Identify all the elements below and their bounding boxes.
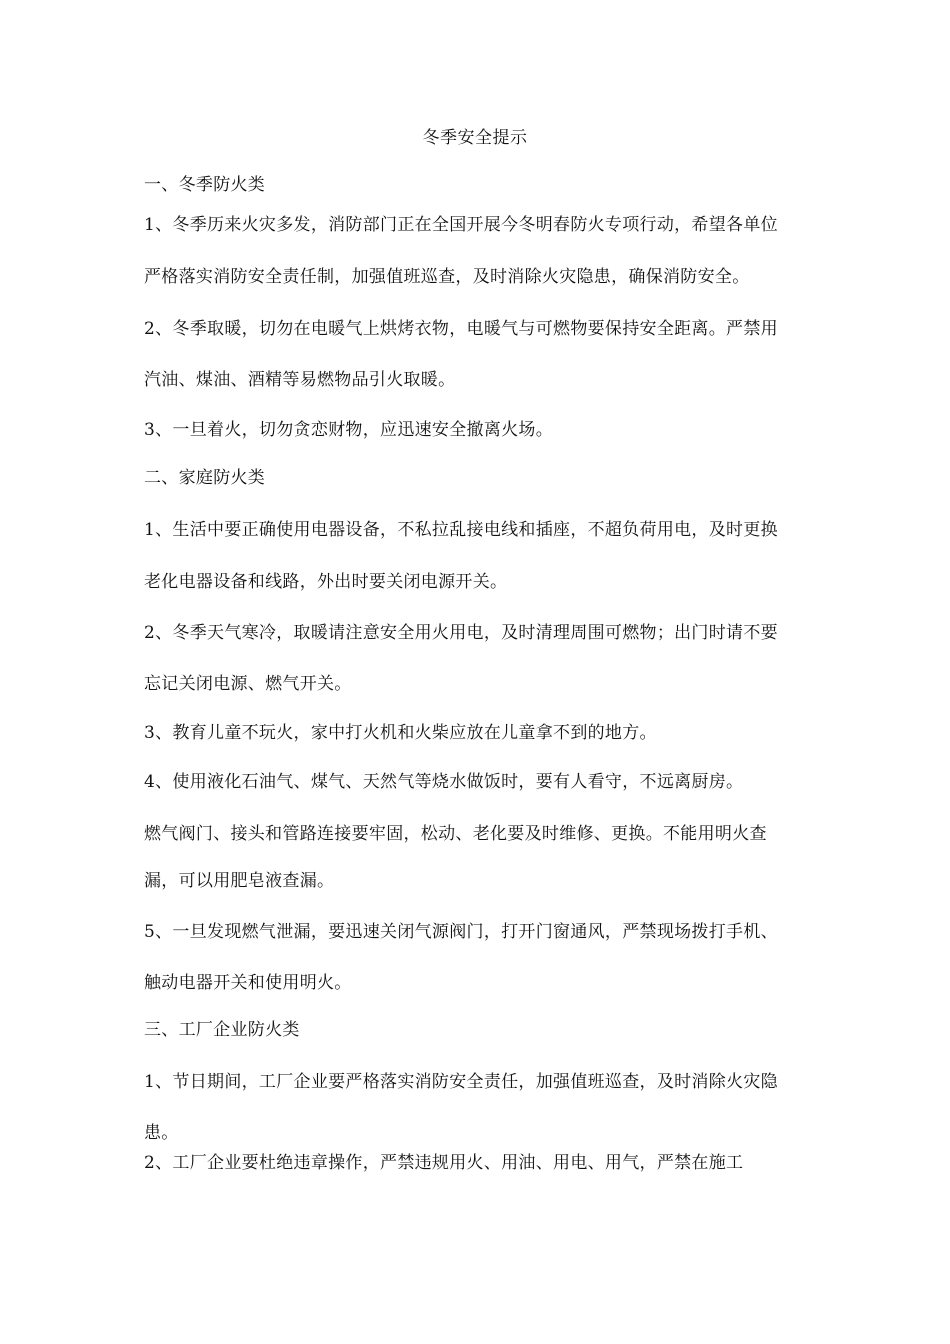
paragraph-line: 燃气阀门、接头和管路连接要牢固，松动、老化要及时维修、更换。不能用明火查 xyxy=(144,824,767,844)
section-heading: 三、工厂企业防火类 xyxy=(144,1020,300,1040)
paragraph-line: 1、生活中要正确使用电器设备，不私拉乱接电线和插座，不超负荷用电，及时更换 xyxy=(144,520,778,540)
document-title: 冬季安全提示 xyxy=(422,128,528,148)
paragraph-line: 5、一旦发现燃气泄漏，要迅速关闭气源阀门，打开门窗通风，严禁现场拨打手机、 xyxy=(144,922,778,942)
paragraph-line: 4、使用液化石油气、煤气、天然气等烧水做饭时，要有人看守，不远离厨房。 xyxy=(144,772,744,792)
paragraph-line: 2、工厂企业要杜绝违章操作，严禁违规用火、用油、用电、用气，严禁在施工 xyxy=(144,1153,744,1173)
paragraph-line: 2、冬季天气寒冷，取暖请注意安全用火用电，及时清理周围可燃物；出门时请不要 xyxy=(144,623,778,643)
paragraph-line: 老化电器设备和线路，外出时要关闭电源开关。 xyxy=(144,572,508,592)
section-heading: 二、家庭防火类 xyxy=(144,468,266,488)
paragraph-line: 触动电器开关和使用明火。 xyxy=(144,973,352,993)
paragraph-line: 3、一旦着火，切勿贪恋财物，应迅速安全撤离火场。 xyxy=(144,420,554,440)
paragraph-line: 2、冬季取暖，切勿在电暖气上烘烤衣物，电暖气与可燃物要保持安全距离。严禁用 xyxy=(144,319,778,339)
paragraph-line: 忘记关闭电源、燃气开关。 xyxy=(144,674,352,694)
paragraph-line: 患。 xyxy=(144,1123,179,1143)
section-heading: 一、冬季防火类 xyxy=(144,175,266,195)
paragraph-line: 漏，可以用肥皂液查漏。 xyxy=(144,871,335,891)
paragraph-line: 3、教育儿童不玩火，家中打火机和火柴应放在儿童拿不到的地方。 xyxy=(144,723,657,743)
paragraph-line: 1、冬季历来火灾多发，消防部门正在全国开展今冬明春防火专项行动，希望各单位 xyxy=(144,215,778,235)
paragraph-line: 1、节日期间，工厂企业要严格落实消防安全责任，加强值班巡查，及时消除火灾隐 xyxy=(144,1072,778,1092)
paragraph-line: 汽油、煤油、酒精等易燃物品引火取暖。 xyxy=(144,370,456,390)
paragraph-line: 严格落实消防安全责任制，加强值班巡查，及时消除火灾隐患，确保消防安全。 xyxy=(144,267,750,287)
